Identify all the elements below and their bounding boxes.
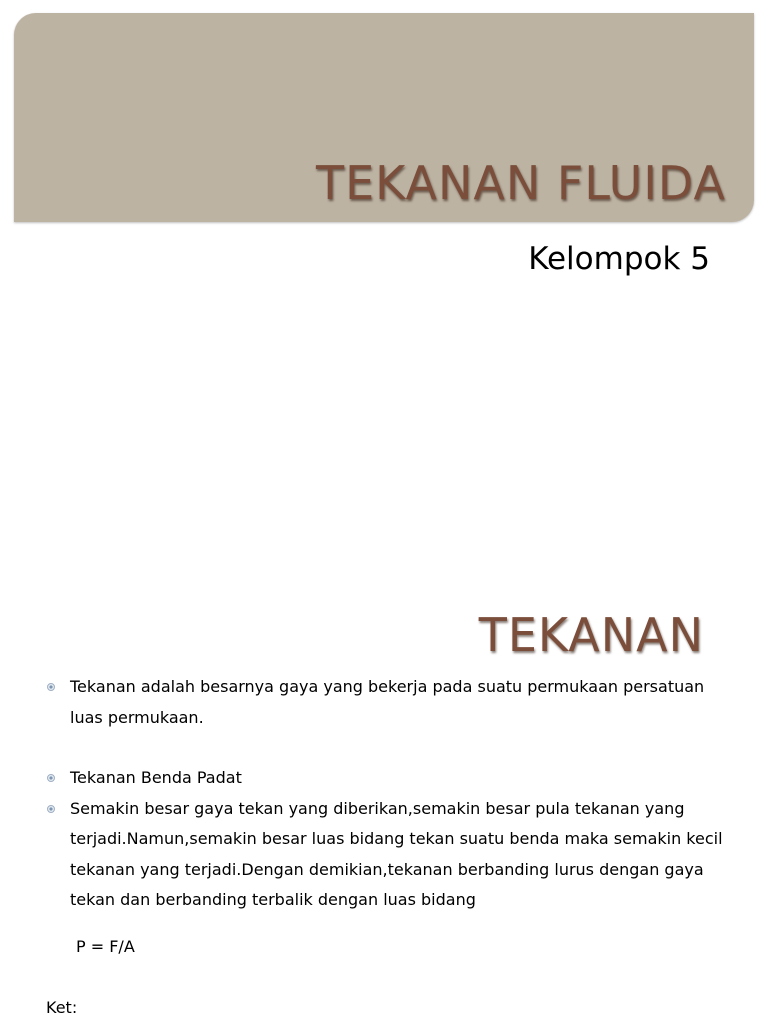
bullet-text: Tekanan adalah besarnya gaya yang bekerja pada suatu permukaan persatuan luas permukaan.	[70, 677, 705, 727]
circle-bullet-icon	[47, 805, 55, 813]
section-title: TEKANAN	[478, 608, 704, 662]
list-item	[0, 672, 768, 733]
list-item	[0, 794, 768, 916]
circle-bullet-icon	[47, 774, 55, 782]
list-item	[0, 763, 768, 794]
slide-title: TEKANAN FLUIDA	[315, 156, 726, 210]
ket-label: Ket:	[46, 998, 78, 1017]
circle-bullet-icon	[47, 683, 55, 691]
slide-body	[0, 672, 768, 1024]
slide-subtitle: Kelompok 5	[528, 241, 710, 277]
bullet-text: Semakin besar gaya tekan yang diberikan,semakin besar pula tekanan yang terjadi.Namun,semakin besar luas bidang tekan suatu benda maka semakin kecil tekanan yang terjadi.Dengan demikian,tekanan berbanding lurus dengan gaya tekan dan berbanding terbalik dengan luas bidang	[70, 798, 723, 909]
bullet-text: Tekanan Benda Padat	[70, 768, 242, 787]
formula: P = F/A	[76, 936, 135, 956]
